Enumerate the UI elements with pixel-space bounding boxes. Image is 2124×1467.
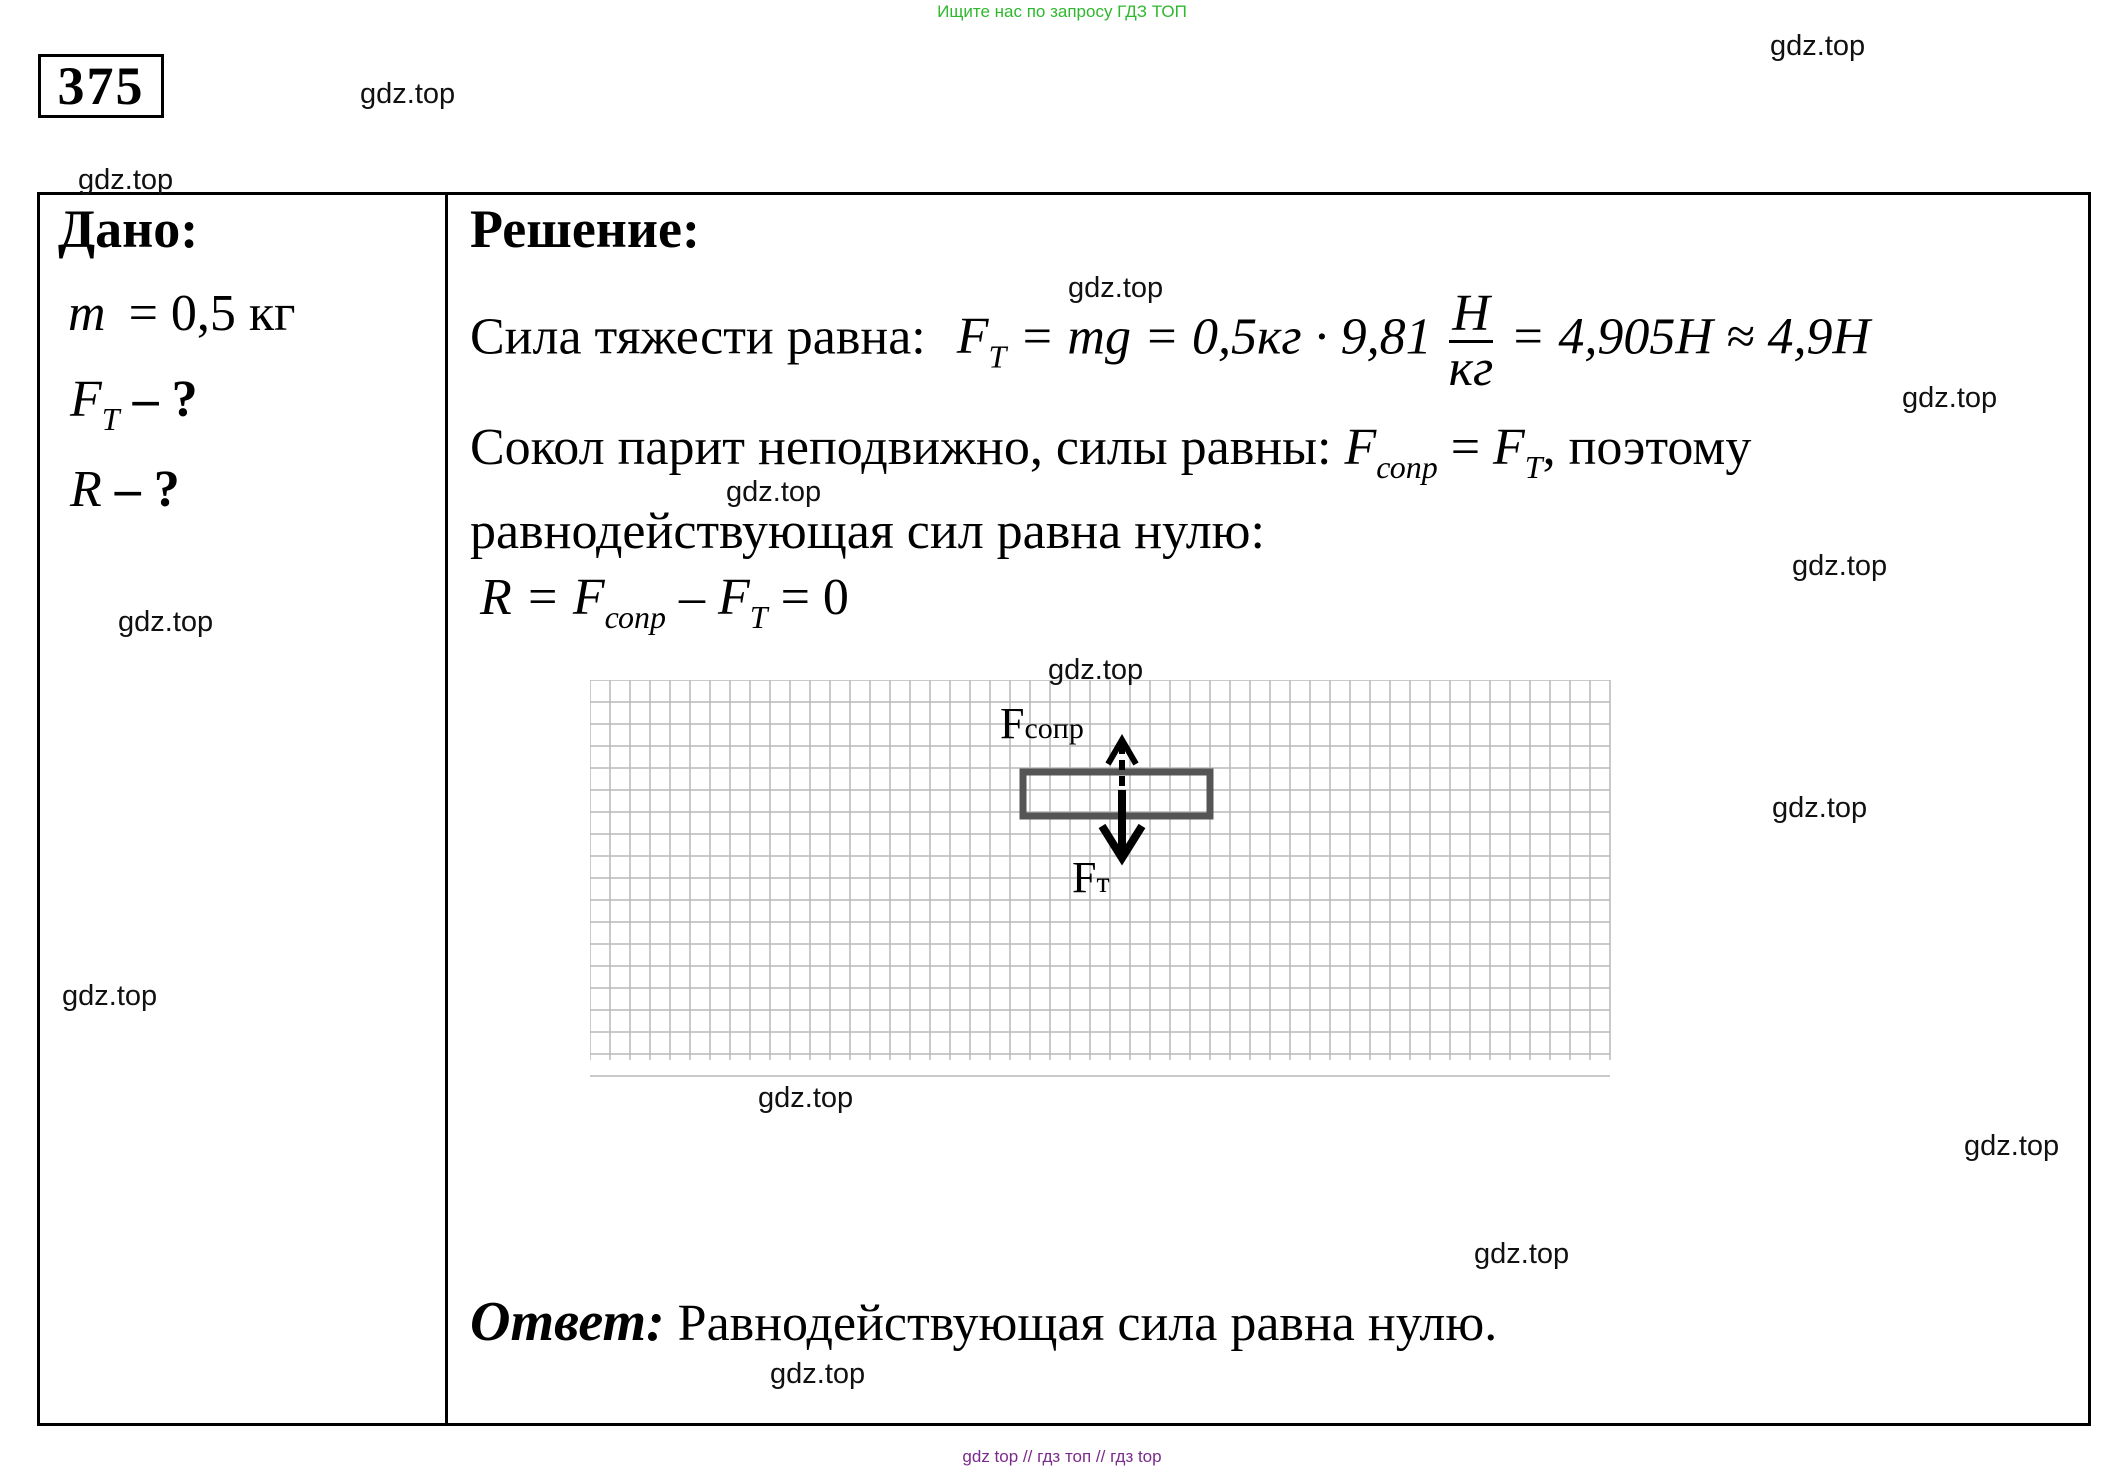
- watermark: gdz.top: [1772, 792, 1868, 824]
- watermark: gdz.top: [1770, 30, 1866, 62]
- watermark: gdz.top: [726, 476, 822, 508]
- watermark: gdz.top: [78, 164, 174, 196]
- hover-statement: [470, 418, 1751, 486]
- unit-fraction: [1448, 285, 1494, 397]
- watermark: gdz.top: [1474, 1238, 1570, 1270]
- watermark: gdz.top: [1048, 654, 1144, 686]
- fraction-denominator: кг: [1448, 340, 1494, 397]
- resultant-text: равнодействующая сил равна нулю:: [470, 503, 1265, 560]
- problem-number: 375: [38, 54, 164, 118]
- hover-f1: F: [1344, 419, 1377, 476]
- gravity-lhs-sub: T: [988, 338, 1007, 375]
- gravity-lhs: F: [956, 308, 989, 366]
- hover-tail: , поэтому: [1542, 419, 1752, 476]
- watermark: gdz.top: [1792, 550, 1888, 582]
- result-symbol: R: [70, 461, 102, 518]
- hover-text: Сокол парит неподвижно, силы равны:: [470, 419, 1332, 476]
- force-symbol: F: [70, 371, 102, 428]
- watermark: gdz.top: [758, 1082, 854, 1114]
- force-sub: Т: [101, 401, 120, 437]
- given-result-unknown: [70, 460, 180, 519]
- eq-zero: = 0: [780, 569, 849, 626]
- gravity-intro: Сила тяжести равна:: [470, 308, 926, 366]
- watermark: gdz.top: [770, 1358, 866, 1390]
- mass-value: = 0,5 кг: [128, 285, 296, 342]
- eq-sub1: сопр: [604, 599, 667, 635]
- hover-f1-sub: сопр: [1376, 449, 1438, 485]
- given-force-unknown: [70, 370, 198, 438]
- resultant-equation: [480, 568, 849, 636]
- watermark: gdz.top: [118, 606, 214, 638]
- watermark: gdz.top: [1068, 272, 1164, 304]
- solution-heading: Решение:: [470, 199, 700, 259]
- gravity-expr: = mg = 0,5кг · 9,81: [1019, 308, 1432, 366]
- given-mass: [68, 284, 295, 343]
- gravity-equation: [470, 285, 1871, 397]
- watermark: gdz.top: [360, 78, 456, 110]
- drag-force-label: Fсопр: [1000, 699, 1084, 748]
- given-heading: Дано:: [58, 199, 199, 259]
- column-divider: [445, 192, 448, 1426]
- watermark: gdz.top: [1964, 1130, 2060, 1162]
- footer-links: gdz top // гдз топ // гдз top: [962, 1447, 1162, 1466]
- answer-line: [470, 1290, 1497, 1354]
- eq-r: R = F: [480, 569, 605, 626]
- answer-label: Ответ:: [470, 1291, 665, 1353]
- watermark: gdz.top: [62, 980, 158, 1012]
- watermark: gdz.top: [1902, 382, 1998, 414]
- hover-f2: F: [1493, 419, 1525, 476]
- gravity-result: = 4,905Н ≈ 4,9Н: [1510, 308, 1871, 366]
- mass-symbol: m: [68, 285, 106, 342]
- gravity-force-label: Fт: [1072, 853, 1110, 902]
- hover-eq: =: [1450, 419, 1481, 476]
- fraction-numerator: Н: [1452, 285, 1490, 342]
- answer-text: Равнодействующая сила равна нулю.: [677, 1295, 1498, 1352]
- falcon-body-rect: [1023, 772, 1210, 816]
- eq-minus: – F: [679, 569, 750, 626]
- hover-f2-sub: T: [1524, 449, 1543, 485]
- eq-sub2: T: [749, 599, 768, 635]
- search-hint-banner: Ищите нас по запросу ГДЗ ТОП: [937, 2, 1187, 21]
- result-unknown: – ?: [114, 461, 180, 518]
- force-unknown: – ?: [132, 371, 198, 428]
- force-diagram: [590, 680, 1630, 1100]
